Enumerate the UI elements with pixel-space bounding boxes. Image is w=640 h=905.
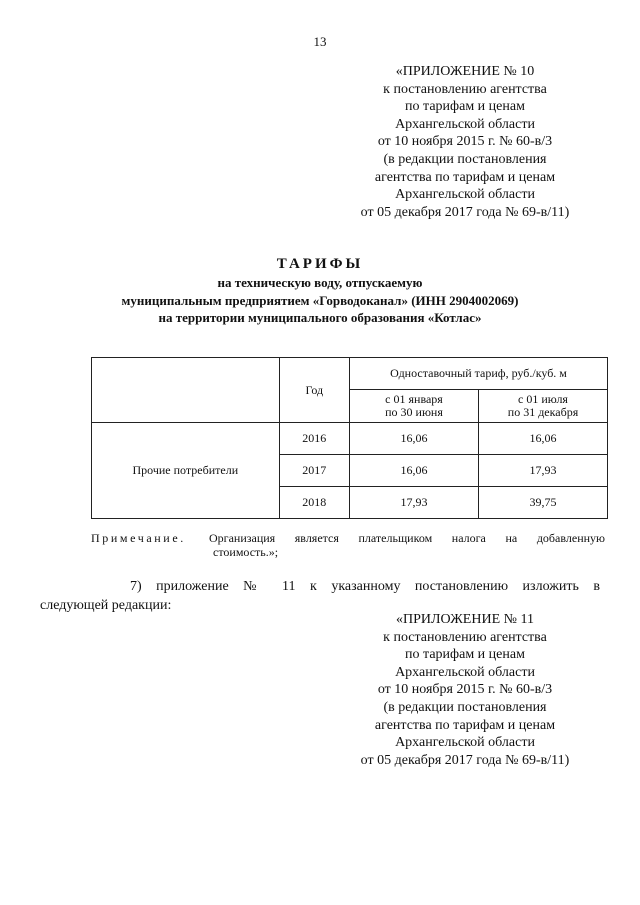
body-paragraph bbox=[40, 577, 600, 615]
paragraph-line2: следующей редакции: bbox=[40, 598, 172, 613]
tariff-cell: 16,06 bbox=[349, 455, 478, 487]
title-line: на техническую воду, отпускаемую bbox=[217, 275, 423, 290]
title-line: на территории муниципального образования «Котлас» bbox=[158, 310, 482, 325]
appendix-line: к постановлению агентства bbox=[383, 629, 547, 645]
table-header-row bbox=[92, 358, 608, 390]
header-empty-cell bbox=[92, 358, 280, 423]
year-cell: 2017 bbox=[279, 455, 349, 487]
year-cell: 2016 bbox=[279, 423, 349, 455]
appendix-line: Архангельской области bbox=[395, 116, 535, 132]
appendix-line: к постановлению агентства bbox=[383, 81, 547, 97]
period-1-line2: по 30 июня bbox=[385, 405, 443, 419]
tariff-cell: 39,75 bbox=[478, 487, 607, 519]
table-note bbox=[91, 531, 609, 559]
appendix-line: от 10 ноября 2015 г. № 60-в/3 bbox=[377, 134, 553, 150]
appendix-line: агентства по тарифам и ценам bbox=[374, 169, 556, 185]
appendix-line: от 05 декабря 2017 года № 69-в/11) bbox=[360, 752, 570, 768]
note-text-line1: Организация является плательщиком налога на добавленную bbox=[209, 531, 605, 545]
period-1-line1: с 01 января bbox=[385, 392, 443, 406]
note-label: Примечание. bbox=[91, 531, 186, 545]
tariff-cell: 16,06 bbox=[349, 423, 478, 455]
tariff-cell: 17,93 bbox=[349, 487, 478, 519]
tariffs-title-block bbox=[40, 254, 600, 327]
header-tariff: Одноставочный тариф, руб./куб. м bbox=[349, 358, 607, 390]
period-2-line2: по 31 декабря bbox=[507, 405, 579, 419]
header-period-2 bbox=[478, 390, 607, 423]
page-number: 13 bbox=[313, 34, 327, 49]
note-text-line2: стоимость.»; bbox=[213, 545, 279, 559]
appendix-line: агентства по тарифам и ценам bbox=[374, 717, 556, 733]
tariff-cell: 16,06 bbox=[478, 423, 607, 455]
appendix-line: «ПРИЛОЖЕНИЕ № 11 bbox=[396, 612, 534, 627]
year-cell: 2018 bbox=[279, 487, 349, 519]
paragraph-line1: 7) приложение № 11 к указанному постановлению изложить в bbox=[130, 579, 600, 594]
appendix-line: Архангельской области bbox=[395, 187, 535, 203]
appendix-header-11 bbox=[330, 611, 600, 769]
period-2-line1: с 01 июля bbox=[518, 392, 568, 406]
appendix-line: по тарифам и ценам bbox=[405, 99, 525, 115]
header-year: Год bbox=[279, 358, 349, 423]
header-period-1 bbox=[349, 390, 478, 423]
appendix-line: (в редакции постановления bbox=[383, 151, 547, 167]
table-row bbox=[92, 423, 608, 455]
appendix-line: от 05 декабря 2017 года № 69-в/11) bbox=[360, 204, 570, 220]
appendix-line: Архангельской области bbox=[395, 735, 535, 751]
appendix-line: «ПРИЛОЖЕНИЕ № 10 bbox=[395, 64, 535, 79]
tariffs-table bbox=[91, 357, 608, 519]
appendix-line: по тарифам и ценам bbox=[405, 647, 525, 663]
appendix-header-10 bbox=[330, 63, 600, 221]
appendix-line: (в редакции постановления bbox=[383, 699, 547, 715]
page-title: ТАРИФЫ bbox=[276, 256, 364, 272]
consumer-cell: Прочие потребители bbox=[92, 423, 280, 519]
appendix-line: от 10 ноября 2015 г. № 60-в/3 bbox=[377, 682, 553, 698]
title-line: муниципальным предприятием «Горводоканал» (ИНН 2904002069) bbox=[121, 292, 519, 308]
tariff-cell: 17,93 bbox=[478, 455, 607, 487]
appendix-line: Архангельской области bbox=[395, 664, 535, 680]
